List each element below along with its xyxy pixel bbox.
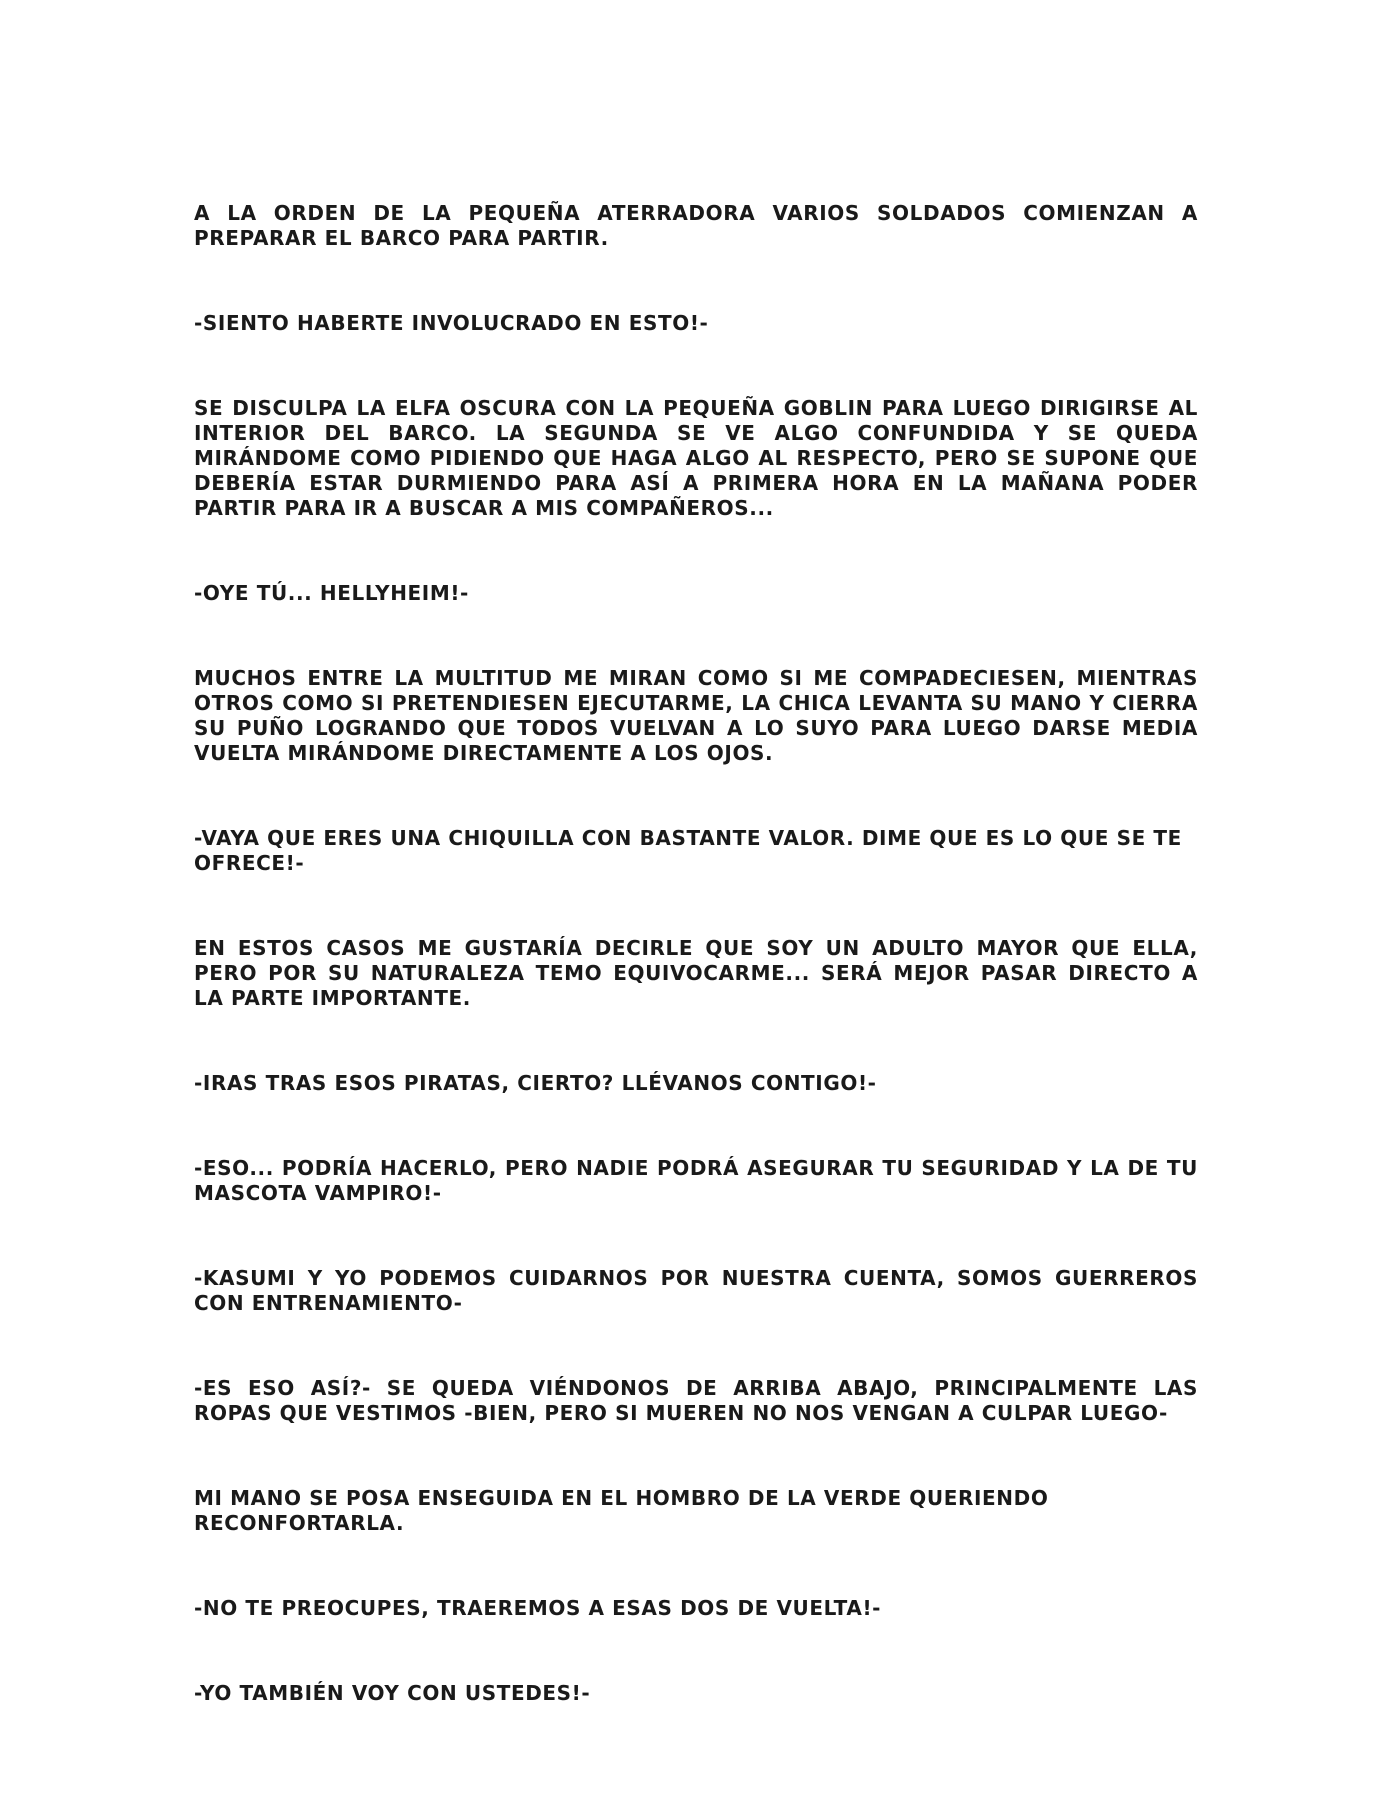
- paragraph-12: MI MANO SE POSA ENSEGUIDA EN EL HOMBRO DE LA VERDE QUERIENDO RECONFORTARLA.: [194, 1486, 1049, 1535]
- paragraph-3: SE DISCULPA LA ELFA OSCURA CON LA PEQUEÑA GOBLIN PARA LUEGO DIRIGIRSE AL INTERIOR DEL BARCO. LA SEGUNDA SE VE ALGO CONFUNDIDA Y SE QUEDA MIRÁNDOME COMO PIDIENDO QUE HAGA ALGO AL RESPECTO, PERO SE SUPONE QUE DEBERÍA ESTAR DURMIENDO PARA ASÍ A PRIMERA HORA EN LA MAÑANA PODER PARTIR PARA IR A BUSCAR A MIS COMPAÑEROS...: [194, 396, 1198, 520]
- paragraph-1: A LA ORDEN DE LA PEQUEÑA ATERRADORA VARIOS SOLDADOS COMIENZAN A PREPARAR EL BARCO PARA PARTIR.: [194, 201, 1198, 250]
- paragraph-4: -OYE TÚ... HELLYHEIM!-: [194, 581, 469, 605]
- paragraph-6: -VAYA QUE ERES UNA CHIQUILLA CON BASTANTE VALOR. DIME QUE ES LO QUE SE TE OFRECE!-: [194, 826, 1182, 875]
- paragraph-11: -ES ESO ASÍ?- SE QUEDA VIÉNDONOS DE ARRIBA ABAJO, PRINCIPALMENTE LAS ROPAS QUE VESTIMOS -BIEN, PERO SI MUEREN NO NOS VENGAN A CULPAR LUEGO-: [194, 1376, 1198, 1425]
- text-column: [194, 201, 1198, 1766]
- paragraph-13: -NO TE PREOCUPES, TRAEREMOS A ESAS DOS DE VUELTA!-: [194, 1596, 882, 1620]
- paragraph-14: -YO TAMBIÉN VOY CON USTEDES!-: [194, 1681, 591, 1705]
- paragraph-2: -SIENTO HABERTE INVOLUCRADO EN ESTO!-: [194, 311, 709, 335]
- paragraph-7: EN ESTOS CASOS ME GUSTARÍA DECIRLE QUE SOY UN ADULTO MAYOR QUE ELLA, PERO POR SU NATURALEZA TEMO EQUIVOCARME... SERÁ MEJOR PASAR DIRECTO A LA PARTE IMPORTANTE.: [194, 936, 1198, 1010]
- paragraph-5: MUCHOS ENTRE LA MULTITUD ME MIRAN COMO SI ME COMPADECIESEN, MIENTRAS OTROS COMO SI PRETENDIESEN EJECUTARME, LA CHICA LEVANTA SU MANO Y CIERRA SU PUÑO LOGRANDO QUE TODOS VUELVAN A LO SUYO PARA LUEGO DARSE MEDIA VUELTA MIRÁNDOME DIRECTAMENTE A LOS OJOS.: [194, 666, 1198, 765]
- paragraph-10: -KASUMI Y YO PODEMOS CUIDARNOS POR NUESTRA CUENTA, SOMOS GUERREROS CON ENTRENAMIENTO-: [194, 1266, 1198, 1315]
- paragraph-8: -IRAS TRAS ESOS PIRATAS, CIERTO? LLÉVANOS CONTIGO!-: [194, 1071, 877, 1095]
- paragraph-9: -ESO... PODRÍA HACERLO, PERO NADIE PODRÁ ASEGURAR TU SEGURIDAD Y LA DE TU MASCOTA VAMPIRO!-: [194, 1156, 1198, 1205]
